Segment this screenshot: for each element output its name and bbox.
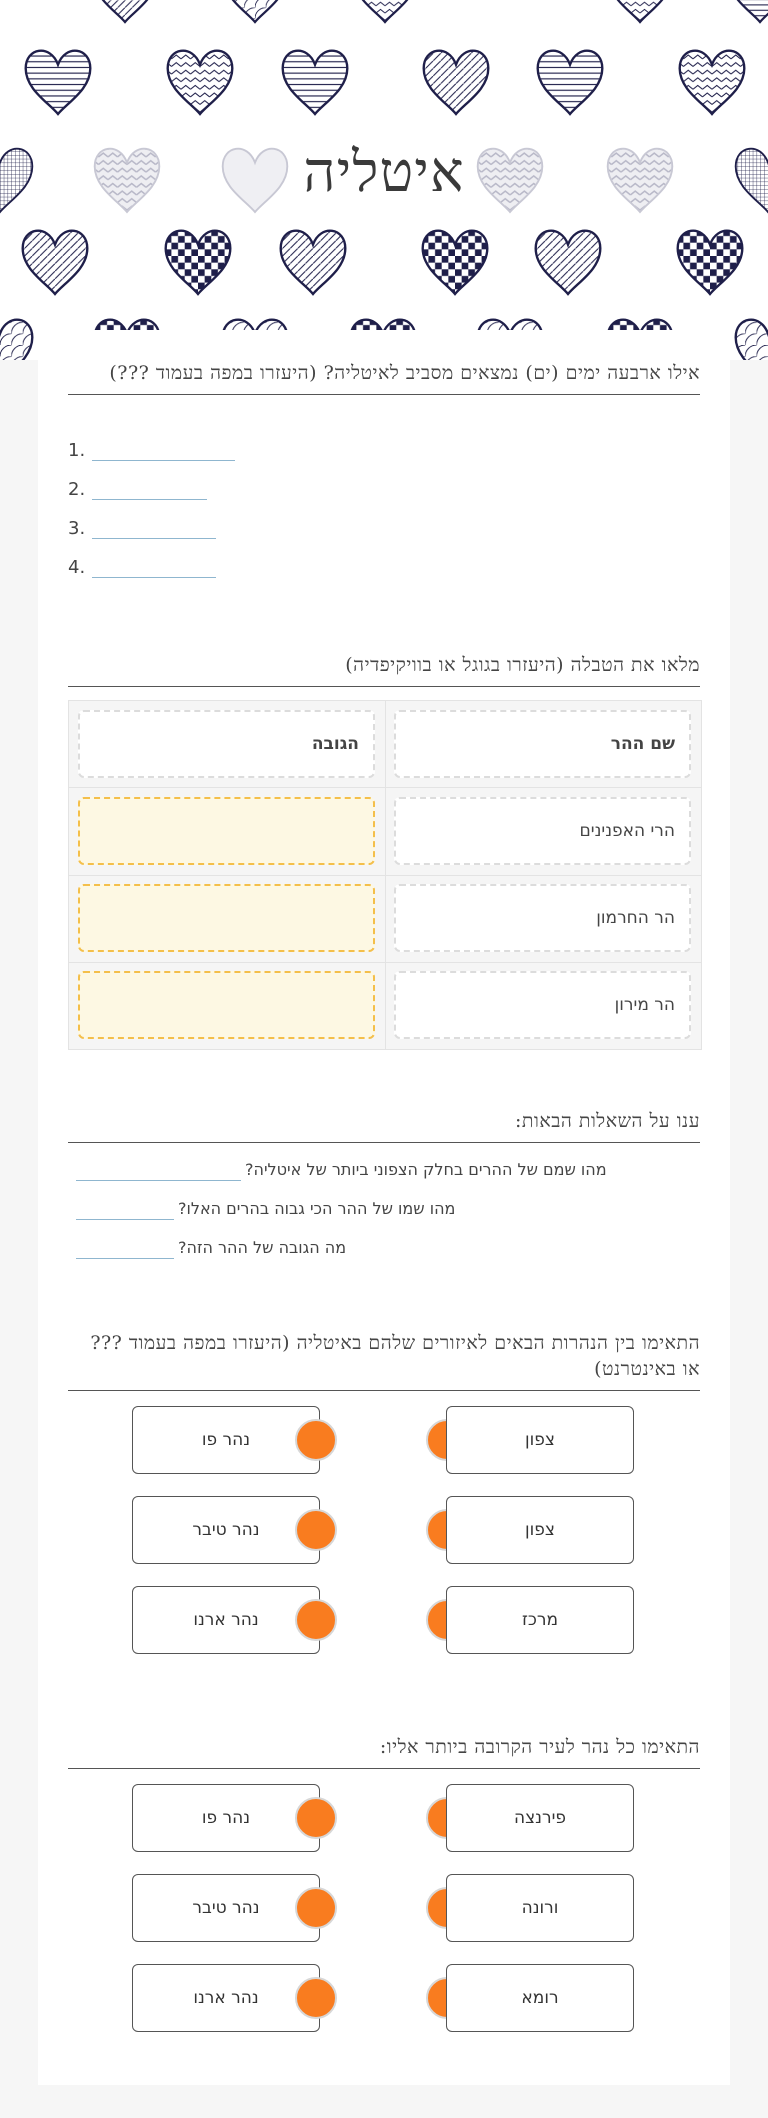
item-number: 2. — [68, 479, 86, 500]
page-title: איטליה — [303, 140, 465, 205]
question-row — [68, 1234, 668, 1264]
question-text: מהו שמם של ההרים בחלק הצפוני ביותר של איטליה? — [245, 1160, 607, 1179]
table-divider — [69, 875, 701, 876]
match-city-card[interactable]: פירנצה — [446, 1784, 634, 1852]
match-connector-dot[interactable] — [295, 1887, 337, 1929]
height-input[interactable] — [78, 884, 375, 952]
match-region-card[interactable]: מרכז — [446, 1586, 634, 1654]
header-label: הגובה — [311, 734, 359, 754]
answer-field-4[interactable] — [92, 577, 216, 578]
answer-field[interactable] — [76, 1219, 174, 1220]
mountains-table — [68, 700, 702, 1050]
q2-title: מלאו את הטבלה (היעזרו בגוגל או בוויקיפדיה) — [68, 652, 700, 687]
height-input[interactable] — [78, 971, 375, 1039]
match-connector-dot[interactable] — [295, 1797, 337, 1839]
match-river-card[interactable]: נהר פו — [132, 1784, 320, 1852]
match-city-card[interactable]: ורונה — [446, 1874, 634, 1942]
match-connector-dot[interactable] — [295, 1419, 337, 1461]
table-divider — [69, 962, 701, 963]
question-row — [68, 1156, 668, 1186]
table-cell-name — [394, 797, 691, 865]
mountain-name: הרי האפנינים — [579, 821, 675, 841]
q3-title: ענו על השאלות הבאות: — [68, 1108, 700, 1143]
match-connector-dot[interactable] — [295, 1599, 337, 1641]
match-region-card[interactable]: צפון — [446, 1406, 634, 1474]
header-height — [78, 710, 375, 778]
item-number: 3. — [68, 518, 86, 539]
match-region-card[interactable]: צפון — [446, 1496, 634, 1564]
table-cell-name — [394, 884, 691, 952]
match-river-card[interactable]: נהר טיבר — [132, 1874, 320, 1942]
answer-field-3[interactable] — [92, 538, 216, 539]
match-river-card[interactable]: נהר טיבר — [132, 1496, 320, 1564]
item-number: 1. — [68, 440, 86, 461]
table-cell-name — [394, 971, 691, 1039]
header-banner — [0, 0, 768, 360]
mountain-name: הר מירון — [614, 995, 675, 1015]
match-river-card[interactable]: נהר פו — [132, 1406, 320, 1474]
header-label: שם ההר — [610, 734, 675, 754]
q5-title: התאימו כל נהר לעיר הקרובה ביותר אליו: — [68, 1734, 700, 1769]
answer-field[interactable] — [76, 1180, 241, 1181]
worksheet-card — [38, 330, 730, 2085]
q4-title: התאימו בין הנהרות הבאים לאיזורים שלהם באיטליה (היעזרו במפה בעמוד ??? או באינטרנט) — [68, 1330, 700, 1391]
question-row — [68, 1195, 668, 1225]
answer-field-2[interactable] — [92, 499, 207, 500]
match-river-card[interactable]: נהר ארנו — [132, 1964, 320, 2032]
question-text: מה הגובה של ההר הזה? — [178, 1238, 347, 1257]
match-connector-dot[interactable] — [295, 1509, 337, 1551]
match-connector-dot[interactable] — [295, 1977, 337, 2019]
header-name — [394, 710, 691, 778]
height-input[interactable] — [78, 797, 375, 865]
item-number: 4. — [68, 557, 86, 578]
answer-field-1[interactable] — [92, 460, 235, 461]
match-city-card[interactable]: רומא — [446, 1964, 634, 2032]
table-divider — [69, 787, 701, 788]
q1-title: אילו ארבעה ימים (ים) נמצאים מסביב לאיטליה? (היעזרו במפה בעמוד ???) — [68, 360, 700, 395]
mountain-name: הר החרמון — [596, 908, 675, 928]
match-river-card[interactable]: נהר ארנו — [132, 1586, 320, 1654]
question-text: מהו שמו של ההר הכי גבוה בהרים האלו? — [178, 1199, 456, 1218]
answer-field[interactable] — [76, 1258, 174, 1259]
